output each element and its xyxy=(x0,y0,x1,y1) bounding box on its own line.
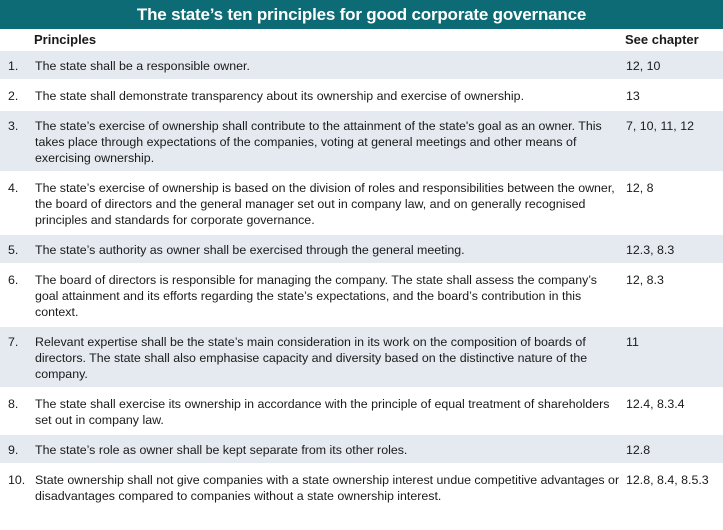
table-row xyxy=(0,81,723,111)
row-principle-text: The state’s exercise of ownership is based on the division of roles and responsibilities between the owner, the board of directors and the general manager set out in company law, and on generally recognised principles and standards for corporate governance. xyxy=(34,173,625,235)
row-number: 1. xyxy=(0,51,34,81)
header-see-chapter: See chapter xyxy=(625,32,699,47)
row-number: 8. xyxy=(0,389,34,435)
principles-table xyxy=(0,51,723,511)
table-header xyxy=(0,29,723,51)
row-principle-text: The state’s role as owner shall be kept separate from its other roles. xyxy=(34,435,625,465)
table-row xyxy=(0,389,723,435)
row-principle-text: The state’s authority as owner shall be exercised through the general meeting. xyxy=(34,235,625,265)
row-number: 2. xyxy=(0,81,34,111)
table-title: The state’s ten principles for good corporate governance xyxy=(0,0,723,29)
row-principle-text: State ownership shall not give companies with a state ownership interest undue competitive advantages or disadvantages compared to companies without a state ownership interest. xyxy=(34,465,625,511)
table-row xyxy=(0,265,723,327)
row-principle-text: The state shall exercise its ownership in accordance with the principle of equal treatment of shareholders set out in company law. xyxy=(34,389,625,435)
row-principle-text: Relevant expertise shall be the state’s main consideration in its work on the composition of boards of directors. The state shall also emphasise capacity and diversity based on the distinctive nature of the company. xyxy=(34,327,625,389)
table-row xyxy=(0,173,723,235)
row-principle-text: The state shall be a responsible owner. xyxy=(34,51,625,81)
row-chapter-ref: 12.8 xyxy=(625,435,723,465)
row-number: 7. xyxy=(0,327,34,389)
row-number: 3. xyxy=(0,111,34,173)
row-principle-text: The board of directors is responsible for managing the company. The state shall assess the company’s goal attainment and its efforts regarding the state’s expectations, and the board’s contribution in this context. xyxy=(34,265,625,327)
row-chapter-ref: 12.8, 8.4, 8.5.3 xyxy=(625,465,723,511)
row-number: 9. xyxy=(0,435,34,465)
row-chapter-ref: 12.4, 8.3.4 xyxy=(625,389,723,435)
header-principles: Principles xyxy=(34,32,97,47)
row-chapter-ref: 12, 8.3 xyxy=(625,265,723,327)
row-chapter-ref: 12.3, 8.3 xyxy=(625,235,723,265)
row-number: 5. xyxy=(0,235,34,265)
row-number: 4. xyxy=(0,173,34,235)
row-number: 10. xyxy=(0,465,34,511)
table-row xyxy=(0,235,723,265)
row-principle-text: The state shall demonstrate transparency about its ownership and exercise of ownership. xyxy=(34,81,625,111)
row-number: 6. xyxy=(0,265,34,327)
table-row xyxy=(0,435,723,465)
row-chapter-ref: 11 xyxy=(625,327,723,389)
table-row xyxy=(0,465,723,511)
row-chapter-ref: 7, 10, 11, 12 xyxy=(625,111,723,173)
row-chapter-ref: 13 xyxy=(625,81,723,111)
table-row xyxy=(0,111,723,173)
table-row xyxy=(0,51,723,81)
row-principle-text: The state’s exercise of ownership shall contribute to the attainment of the state's goal as an owner. This takes place through expectations of the companies, voting at general meetings and other means of exercising ownership. xyxy=(34,111,625,173)
row-chapter-ref: 12, 8 xyxy=(625,173,723,235)
row-chapter-ref: 12, 10 xyxy=(625,51,723,81)
table-row xyxy=(0,327,723,389)
